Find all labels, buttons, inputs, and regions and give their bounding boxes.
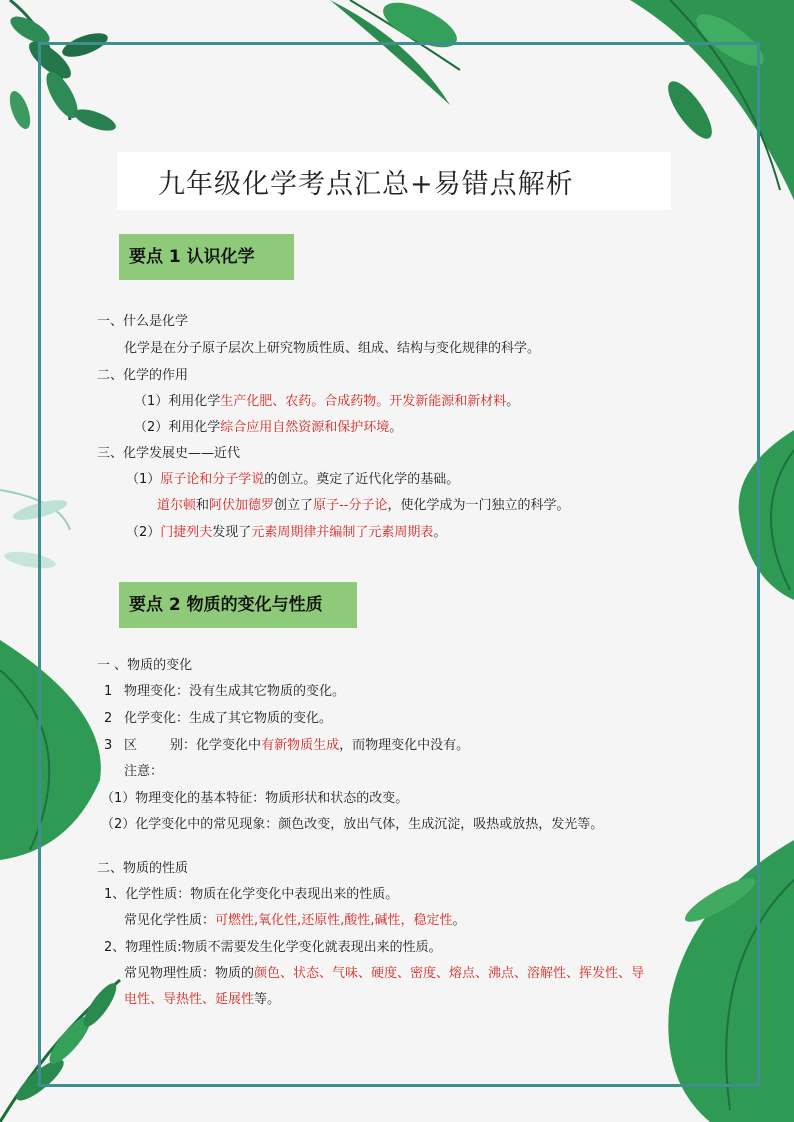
s1-heading-1: 一、什么是化学 <box>97 314 189 329</box>
s2-property-2c: 电性、导热性、延展性等。 <box>124 992 281 1007</box>
s2-heading-1: 一 、物质的变化 <box>97 658 193 673</box>
s1-heading-2: 二、化学的作用 <box>97 368 189 383</box>
section-2-badge: 要点 2 物质的变化与性质 <box>119 582 357 628</box>
s2-note-1: （1）物理变化的基本特征：物质形状和状态的改变。 <box>101 791 409 806</box>
s2-heading-2: 二、物质的性质 <box>97 861 189 876</box>
s2-note-label: 注意： <box>124 764 164 779</box>
s2-number-3: 3 <box>104 738 113 753</box>
s2-number-2: 2 <box>104 711 113 726</box>
section-1-badge: 要点 1 认识化学 <box>119 234 294 280</box>
s1-history-2: （2）门捷列夫发现了元素周期律并编制了元素周期表。 <box>126 525 447 540</box>
s1-history-1b: 道尔顿和阿伏加德罗创立了原子--分子论，使化学成为一门独立的科学。 <box>157 498 570 513</box>
s1-heading-3: 三、化学发展史——近代 <box>97 446 241 461</box>
s1-use-1: （1）利用化学生产化肥、农药。合成药物。开发新能源和新材料。 <box>134 394 520 409</box>
s2-item-3: 区 别：化学变化中有新物质生成，而物理变化中没有。 <box>124 738 470 753</box>
page-title: 九年级化学考点汇总+易错点解析 <box>158 169 574 200</box>
s2-property-1b: 常见化学性质：可燃性,氧化性,还原性,酸性,碱性，稳定性。 <box>124 913 466 928</box>
s2-property-1: 1、化学性质：物质在化学变化中表现出来的性质。 <box>104 887 399 902</box>
s2-item-2: 化学变化：生成了其它物质的变化。 <box>124 711 333 726</box>
s2-note-2: （2）化学变化中的常见现象：颜色改变，放出气体，生成沉淀，吸热或放热，发光等。 <box>101 817 604 832</box>
s2-number-1: 1 <box>104 684 113 699</box>
s1-history-1: （1）原子论和分子学说的创立。奠定了近代化学的基础。 <box>126 472 460 487</box>
s1-definition: 化学是在分子原子层次上研究物质性质、组成、结构与变化规律的科学。 <box>124 341 541 356</box>
s2-property-2: 2、物理性质:物质不需要发生化学变化就表现出来的性质。 <box>104 940 442 955</box>
s2-item-1: 物理变化：没有生成其它物质的变化。 <box>124 684 346 699</box>
s2-property-2b: 常见物理性质：物质的颜色、状态、气味、硬度、密度、熔点、沸点、溶解性、挥发性、导 <box>124 966 645 981</box>
s1-use-2: （2）利用化学综合应用自然资源和保护环境。 <box>134 420 403 435</box>
